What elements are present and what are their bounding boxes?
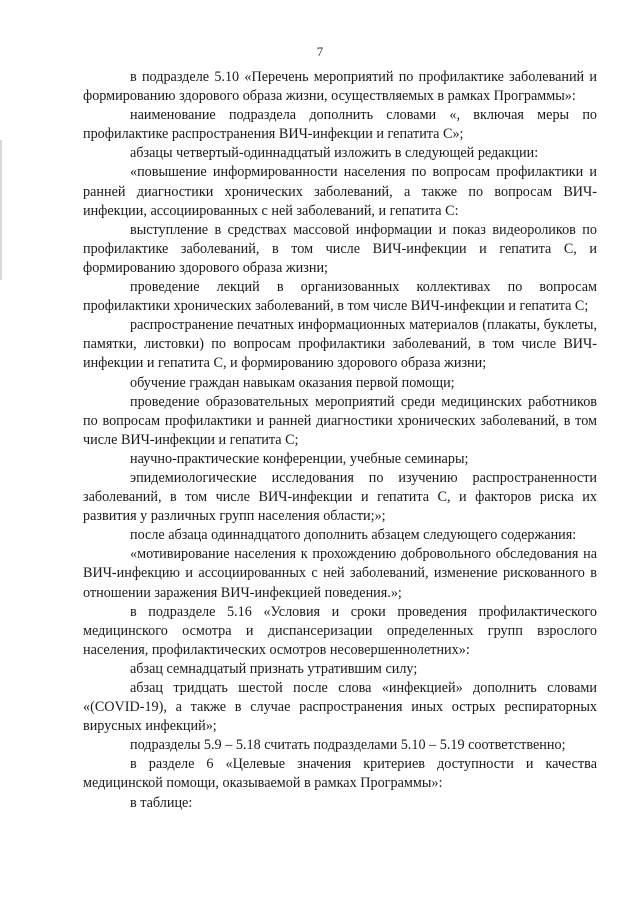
document-body [83, 68, 597, 813]
paragraph: выступление в средствах массовой информации и показ видеороликов по профилактике заболеваний, в том числе ВИЧ-инфекции и гепатита С, и формированию здорового образа жизни; [83, 221, 597, 276]
paragraph: в разделе 6 «Целевые значения критериев доступности и качества медицинской помощи, оказываемой в рамках Программы»: [83, 756, 597, 792]
paragraph: в подразделе 5.16 «Условия и сроки проведения профилактического медицинского осмотра и диспансеризации определенных групп взрослого населения, профилактических осмотров несовершеннолетних»: [83, 603, 597, 658]
paragraph: проведение лекций в организованных коллективах по вопросам профилактики хронических заболеваний, в том числе ВИЧ-инфекции и гепатита С; [83, 279, 597, 315]
paragraph: научно-практические конференции, учебные семинары; [130, 450, 469, 467]
paragraph: в подразделе 5.10 «Перечень мероприятий по профилактике заболеваний и формированию здорового образа жизни, осуществляемых в рамках Программы»: [83, 69, 597, 105]
paragraph: проведение образовательных мероприятий среди медицинских работников по вопросам профилактики и ранней диагностики хронических заболеваний, в том числе ВИЧ-инфекции и гепатита С; [83, 393, 597, 448]
paragraph: «повышение информированности населения по вопросам профилактики и ранней диагностики хронических заболеваний, а также по вопросам ВИЧ-инфекции, ассоциированных с ней заболеваний, и гепатита С: [83, 164, 597, 219]
paragraph: абзац тридцать шестой после слова «инфекцией» дополнить словами «(COVID-19), а также в случае распространения иных острых респираторных вирусных инфекций»; [83, 680, 597, 735]
paragraph: после абзаца одиннадцатого дополнить абзацем следующего содержания: [130, 527, 577, 544]
paragraph: наименование подраздела дополнить словами «, включая меры по профилактике распространения ВИЧ-инфекции и гепатита С»; [83, 107, 597, 143]
paragraph: абзацы четвертый-одиннадцатый изложить в следующей редакции: [130, 145, 539, 162]
paragraph: абзац семнадцатый признать утратившим силу; [130, 660, 418, 677]
scan-edge-mark [0, 140, 2, 280]
paragraph: эпидемиологические исследования по изучению распространенности заболеваний, в том числе ВИЧ-инфекции и гепатита С, и факторов риска их развития у различных групп населения области;»; [83, 469, 597, 525]
paragraph: в таблице: [130, 794, 193, 811]
paragraph: распространение печатных информационных материалов (плакаты, буклеты, памятки, листовки) по вопросам профилактики заболеваний, в том числе ВИЧ-инфекции и гепатита С, и формированию здорового образа жизни; [83, 317, 597, 372]
page-number: 7 [316, 44, 324, 59]
paragraph: обучение граждан навыкам оказания первой помощи; [130, 374, 455, 391]
paragraph: «мотивирование населения к прохождению добровольного обследования на ВИЧ-инфекцию и ассоциированных с ней заболеваний, изменение рискованного в отношении заражения ВИЧ-инфекцией поведения.»; [83, 546, 597, 601]
paragraph: подразделы 5.9 – 5.18 считать подразделами 5.10 – 5.19 соответственно; [130, 737, 566, 754]
